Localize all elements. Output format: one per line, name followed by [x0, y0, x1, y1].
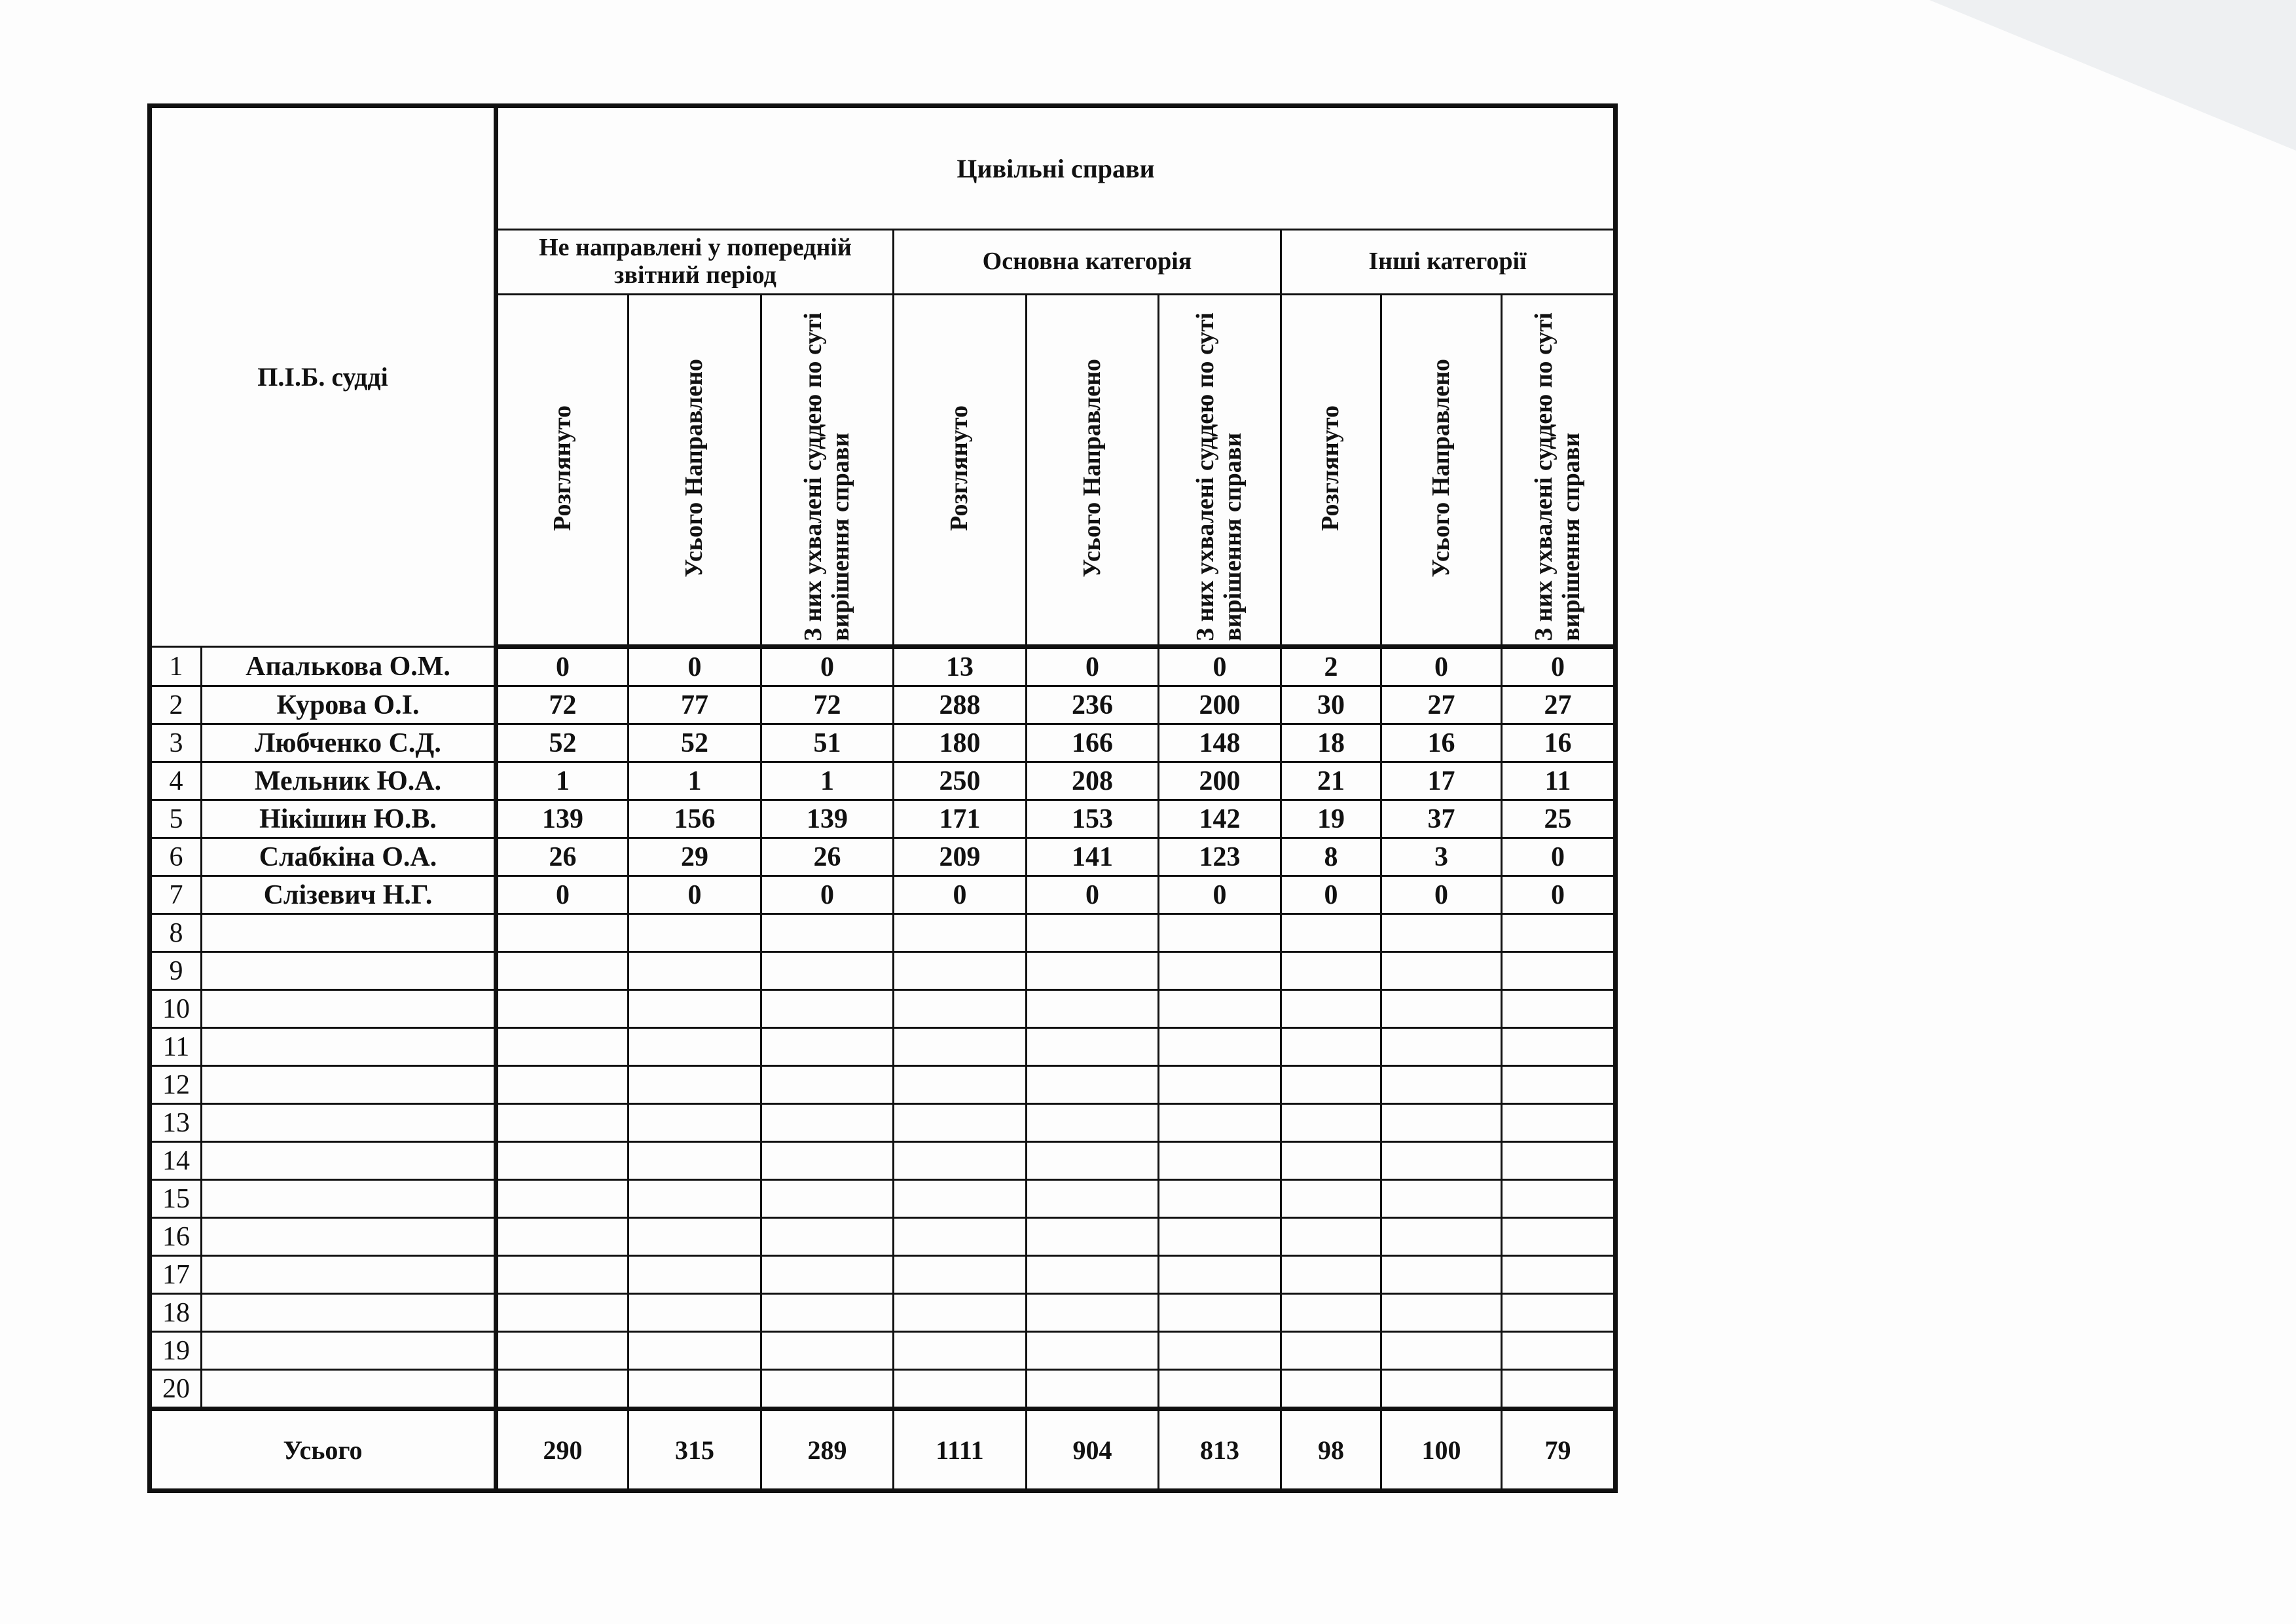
column-header-label: Розглянуто [945, 405, 974, 531]
total-cell: 1111 [894, 1409, 1027, 1491]
table-row [150, 686, 1616, 724]
table-cell: 156 [629, 800, 761, 838]
table-cell [496, 1142, 629, 1180]
table-cell [1502, 990, 1616, 1028]
table-cell [1502, 1218, 1616, 1256]
table-cell: 0 [1159, 647, 1281, 686]
table-cell [1381, 1218, 1502, 1256]
table-cell [1281, 914, 1381, 952]
group-header-not-sent: Не направлені у попередній звітний період [496, 230, 894, 295]
table-cell [1027, 1256, 1159, 1294]
table-cell [1027, 1370, 1159, 1409]
table-cell [1502, 914, 1616, 952]
table-cell: 0 [1502, 876, 1616, 914]
table-cell [1027, 952, 1159, 990]
table-cell [1502, 1142, 1616, 1180]
table-cell [1159, 1104, 1281, 1142]
table-cell [496, 1256, 629, 1294]
table-cell [629, 1218, 761, 1256]
judge-name [202, 914, 496, 952]
table-cell [1381, 952, 1502, 990]
table-cell [1027, 1142, 1159, 1180]
page-corner-shadow [1929, 0, 2296, 151]
table-cell [894, 914, 1027, 952]
table-cell [1159, 1370, 1281, 1409]
table-cell [894, 1256, 1027, 1294]
table-cell: 27 [1502, 686, 1616, 724]
total-cell: 289 [761, 1409, 894, 1491]
column-header [1502, 295, 1616, 647]
row-number: 12 [150, 1066, 202, 1104]
table-cell: 18 [1281, 724, 1381, 762]
table-cell [496, 1028, 629, 1066]
table-cell [629, 1256, 761, 1294]
judge-name: Апалькова О.М. [202, 647, 496, 686]
column-header [629, 295, 761, 647]
table-cell [761, 990, 894, 1028]
table-cell [1381, 1332, 1502, 1370]
table-cell [1281, 1256, 1381, 1294]
table-cell [1027, 1218, 1159, 1256]
judge-name [202, 1180, 496, 1218]
table-cell: 142 [1159, 800, 1281, 838]
column-header-label: Усього Направлено [1427, 359, 1455, 578]
table-cell: 29 [629, 838, 761, 876]
table-cell: 0 [894, 876, 1027, 914]
table-cell [1027, 1294, 1159, 1332]
table-cell: 52 [629, 724, 761, 762]
table-cell [1381, 990, 1502, 1028]
table-cell [1159, 1028, 1281, 1066]
table-cell [1281, 1218, 1381, 1256]
row-number: 13 [150, 1104, 202, 1142]
table-cell [629, 914, 761, 952]
table-cell: 19 [1281, 800, 1381, 838]
column-header [894, 295, 1027, 647]
table-cell: 25 [1502, 800, 1616, 838]
row-number: 20 [150, 1370, 202, 1409]
table-cell [761, 1256, 894, 1294]
column-header-label: Розглянуто [1317, 405, 1345, 531]
table-cell [629, 952, 761, 990]
table-cell [496, 952, 629, 990]
table-cell [1502, 952, 1616, 990]
table-row [150, 914, 1616, 952]
table-row [150, 1218, 1616, 1256]
row-number: 3 [150, 724, 202, 762]
table-cell [894, 952, 1027, 990]
table-cell [1159, 990, 1281, 1028]
table-cell [496, 1294, 629, 1332]
table-cell [1159, 1294, 1281, 1332]
table-cell [629, 1294, 761, 1332]
table-cell [1381, 1142, 1502, 1180]
table-cell: 1 [496, 762, 629, 800]
table-cell: 250 [894, 762, 1027, 800]
row-number: 7 [150, 876, 202, 914]
table-row [150, 1180, 1616, 1218]
table-cell: 0 [761, 647, 894, 686]
table-cell [629, 1104, 761, 1142]
table-cell: 11 [1502, 762, 1616, 800]
table-cell [1281, 1180, 1381, 1218]
table-cell [629, 1028, 761, 1066]
table-cell: 0 [1281, 876, 1381, 914]
table-cell: 166 [1027, 724, 1159, 762]
table-cell [1027, 914, 1159, 952]
table-cell [761, 1028, 894, 1066]
table-cell [629, 1332, 761, 1370]
table-cell [1027, 1104, 1159, 1142]
group-header-other-categories: Інші категорії [1281, 230, 1616, 295]
judge-name [202, 1256, 496, 1294]
row-number: 11 [150, 1028, 202, 1066]
table-cell: 0 [761, 876, 894, 914]
table-cell [1381, 1256, 1502, 1294]
table-cell: 0 [1502, 647, 1616, 686]
judge-name [202, 952, 496, 990]
table-cell [1281, 952, 1381, 990]
table-cell: 236 [1027, 686, 1159, 724]
table-cell [761, 1066, 894, 1104]
table-cell [496, 1218, 629, 1256]
table-row [150, 952, 1616, 990]
table-cell [1281, 1066, 1381, 1104]
column-header-label: Усього Направлено [680, 359, 708, 578]
table-cell: 0 [1381, 647, 1502, 686]
table-cell [1027, 1332, 1159, 1370]
column-header [1159, 295, 1281, 647]
table-cell [761, 914, 894, 952]
table-cell [629, 1142, 761, 1180]
table-cell: 0 [629, 647, 761, 686]
column-header [1381, 295, 1502, 647]
table-cell [496, 990, 629, 1028]
table-cell [894, 1370, 1027, 1409]
table-cell [1281, 1142, 1381, 1180]
table-cell [496, 1180, 629, 1218]
table-cell [1381, 1370, 1502, 1409]
total-cell: 79 [1502, 1409, 1616, 1491]
column-header [496, 295, 629, 647]
table-cell [1281, 1370, 1381, 1409]
column-header-label: Усього Направлено [1078, 359, 1106, 578]
table-cell [1159, 952, 1281, 990]
table-cell [1502, 1066, 1616, 1104]
table-cell [1381, 1180, 1502, 1218]
column-header-label: З них ухвалені суддею по суті вирішення справи [799, 312, 854, 641]
judge-name [202, 1142, 496, 1180]
table-cell: 0 [1027, 647, 1159, 686]
table-cell [894, 1332, 1027, 1370]
table-cell [496, 1104, 629, 1142]
row-number: 5 [150, 800, 202, 838]
table-cell: 0 [1381, 876, 1502, 914]
table-cell: 26 [761, 838, 894, 876]
table-cell [894, 1294, 1027, 1332]
table-cell: 141 [1027, 838, 1159, 876]
table-cell [1159, 1142, 1281, 1180]
table-cell [1159, 914, 1281, 952]
table-cell: 0 [1159, 876, 1281, 914]
judge-name [202, 1218, 496, 1256]
judge-name [202, 1370, 496, 1409]
column-header-label: З них ухвалені суддею по суті вирішення справи [1529, 312, 1585, 641]
totals-row [150, 1409, 1616, 1491]
row-number: 10 [150, 990, 202, 1028]
table-cell: 0 [629, 876, 761, 914]
table-cell [1502, 1332, 1616, 1370]
table-cell [1027, 990, 1159, 1028]
table-cell [1281, 1294, 1381, 1332]
table-cell [1281, 1028, 1381, 1066]
table-cell: 123 [1159, 838, 1281, 876]
row-number: 2 [150, 686, 202, 724]
table-row [150, 1294, 1616, 1332]
table-cell: 209 [894, 838, 1027, 876]
table-row [150, 800, 1616, 838]
table-cell: 72 [496, 686, 629, 724]
table-cell: 16 [1502, 724, 1616, 762]
table-cell [761, 1218, 894, 1256]
column-header [1281, 295, 1381, 647]
table-cell [1381, 1028, 1502, 1066]
totals-label: Усього [150, 1409, 496, 1491]
judge-name: Нікішин Ю.В. [202, 800, 496, 838]
row-number: 16 [150, 1218, 202, 1256]
table-cell [1159, 1180, 1281, 1218]
table-cell [1381, 914, 1502, 952]
table-row [150, 990, 1616, 1028]
table-cell: 52 [496, 724, 629, 762]
table-row [150, 1142, 1616, 1180]
total-cell: 98 [1281, 1409, 1381, 1491]
row-number: 17 [150, 1256, 202, 1294]
judge-name: Слабкіна О.А. [202, 838, 496, 876]
table-cell: 77 [629, 686, 761, 724]
column-header-label: З них ухвалені суддею по суті вирішення справи [1192, 312, 1247, 641]
judge-name [202, 1066, 496, 1104]
row-number: 4 [150, 762, 202, 800]
group-header-main-category: Основна категорія [894, 230, 1281, 295]
table-cell [1027, 1180, 1159, 1218]
table-row [150, 724, 1616, 762]
table-row [150, 1104, 1616, 1142]
table-title: Цивільні справи [496, 106, 1616, 230]
table-cell [1502, 1180, 1616, 1218]
judge-name: Мельник Ю.А. [202, 762, 496, 800]
table-cell [1502, 1370, 1616, 1409]
table-cell: 37 [1381, 800, 1502, 838]
table-cell [761, 1332, 894, 1370]
table-cell [894, 1104, 1027, 1142]
table-cell [496, 1332, 629, 1370]
judge-name [202, 1332, 496, 1370]
table-row [150, 838, 1616, 876]
table-cell [496, 1370, 629, 1409]
table-cell [894, 1028, 1027, 1066]
table-cell: 171 [894, 800, 1027, 838]
table-cell [761, 1104, 894, 1142]
row-number: 1 [150, 647, 202, 686]
table-cell [761, 1370, 894, 1409]
table-row [150, 1332, 1616, 1370]
table-cell [1159, 1256, 1281, 1294]
table-cell [629, 1066, 761, 1104]
table-row [150, 1256, 1616, 1294]
table-cell [894, 990, 1027, 1028]
judge-name [202, 990, 496, 1028]
table-cell: 8 [1281, 838, 1381, 876]
table-row [150, 1066, 1616, 1104]
table-cell [1159, 1332, 1281, 1370]
table-row [150, 1370, 1616, 1409]
table-cell [1281, 1332, 1381, 1370]
column-header [1027, 295, 1159, 647]
table-cell [1281, 990, 1381, 1028]
row-number: 8 [150, 914, 202, 952]
table-cell [1281, 1104, 1381, 1142]
table-cell [761, 952, 894, 990]
table-cell: 0 [1027, 876, 1159, 914]
table-cell: 288 [894, 686, 1027, 724]
total-cell: 904 [1027, 1409, 1159, 1491]
table-cell: 148 [1159, 724, 1281, 762]
table-cell [1159, 1218, 1281, 1256]
table-cell: 200 [1159, 762, 1281, 800]
total-cell: 290 [496, 1409, 629, 1491]
table-cell: 16 [1381, 724, 1502, 762]
row-number: 6 [150, 838, 202, 876]
judge-name [202, 1104, 496, 1142]
table-cell: 17 [1381, 762, 1502, 800]
table-cell [1027, 1028, 1159, 1066]
table-cell [894, 1218, 1027, 1256]
judge-name: Курова О.І. [202, 686, 496, 724]
table-cell: 139 [761, 800, 894, 838]
table-cell [1502, 1256, 1616, 1294]
judge-name-header: П.І.Б. судді [150, 106, 496, 647]
table-cell [894, 1066, 1027, 1104]
total-cell: 100 [1381, 1409, 1502, 1491]
table-cell: 26 [496, 838, 629, 876]
row-number: 15 [150, 1180, 202, 1218]
table-row [150, 1028, 1616, 1066]
civil-cases-table [147, 103, 1618, 1493]
table-cell: 0 [496, 876, 629, 914]
column-header [761, 295, 894, 647]
table-cell [629, 990, 761, 1028]
table-cell [894, 1180, 1027, 1218]
table-cell: 13 [894, 647, 1027, 686]
table-cell [761, 1294, 894, 1332]
table-cell [761, 1142, 894, 1180]
table-cell [1502, 1294, 1616, 1332]
table-cell [761, 1180, 894, 1218]
total-cell: 315 [629, 1409, 761, 1491]
table-cell [1502, 1104, 1616, 1142]
table-cell: 30 [1281, 686, 1381, 724]
table-cell: 3 [1381, 838, 1502, 876]
table-row [150, 876, 1616, 914]
table-cell [629, 1370, 761, 1409]
table-cell: 180 [894, 724, 1027, 762]
table-row [150, 647, 1616, 686]
table-cell: 51 [761, 724, 894, 762]
total-cell: 813 [1159, 1409, 1281, 1491]
judge-name [202, 1028, 496, 1066]
table-cell [496, 914, 629, 952]
table-cell: 153 [1027, 800, 1159, 838]
judge-name: Слізевич Н.Г. [202, 876, 496, 914]
table-cell: 208 [1027, 762, 1159, 800]
row-number: 9 [150, 952, 202, 990]
table-cell: 0 [1502, 838, 1616, 876]
table-cell: 1 [629, 762, 761, 800]
table-cell: 72 [761, 686, 894, 724]
table-cell [1027, 1066, 1159, 1104]
table-cell [629, 1180, 761, 1218]
table-cell [1159, 1066, 1281, 1104]
table-cell: 2 [1281, 647, 1381, 686]
row-number: 19 [150, 1332, 202, 1370]
table-cell [1502, 1028, 1616, 1066]
table-cell [894, 1142, 1027, 1180]
table-cell: 139 [496, 800, 629, 838]
judge-name [202, 1294, 496, 1332]
table-cell: 21 [1281, 762, 1381, 800]
judge-name: Любченко С.Д. [202, 724, 496, 762]
table-cell: 1 [761, 762, 894, 800]
table-cell: 200 [1159, 686, 1281, 724]
table-cell [496, 1066, 629, 1104]
table-cell [1381, 1104, 1502, 1142]
row-number: 14 [150, 1142, 202, 1180]
row-number: 18 [150, 1294, 202, 1332]
table-cell [1381, 1294, 1502, 1332]
table-cell: 27 [1381, 686, 1502, 724]
table-row [150, 762, 1616, 800]
table-cell: 0 [496, 647, 629, 686]
column-header-label: Розглянуто [548, 405, 576, 531]
table-cell [1381, 1066, 1502, 1104]
